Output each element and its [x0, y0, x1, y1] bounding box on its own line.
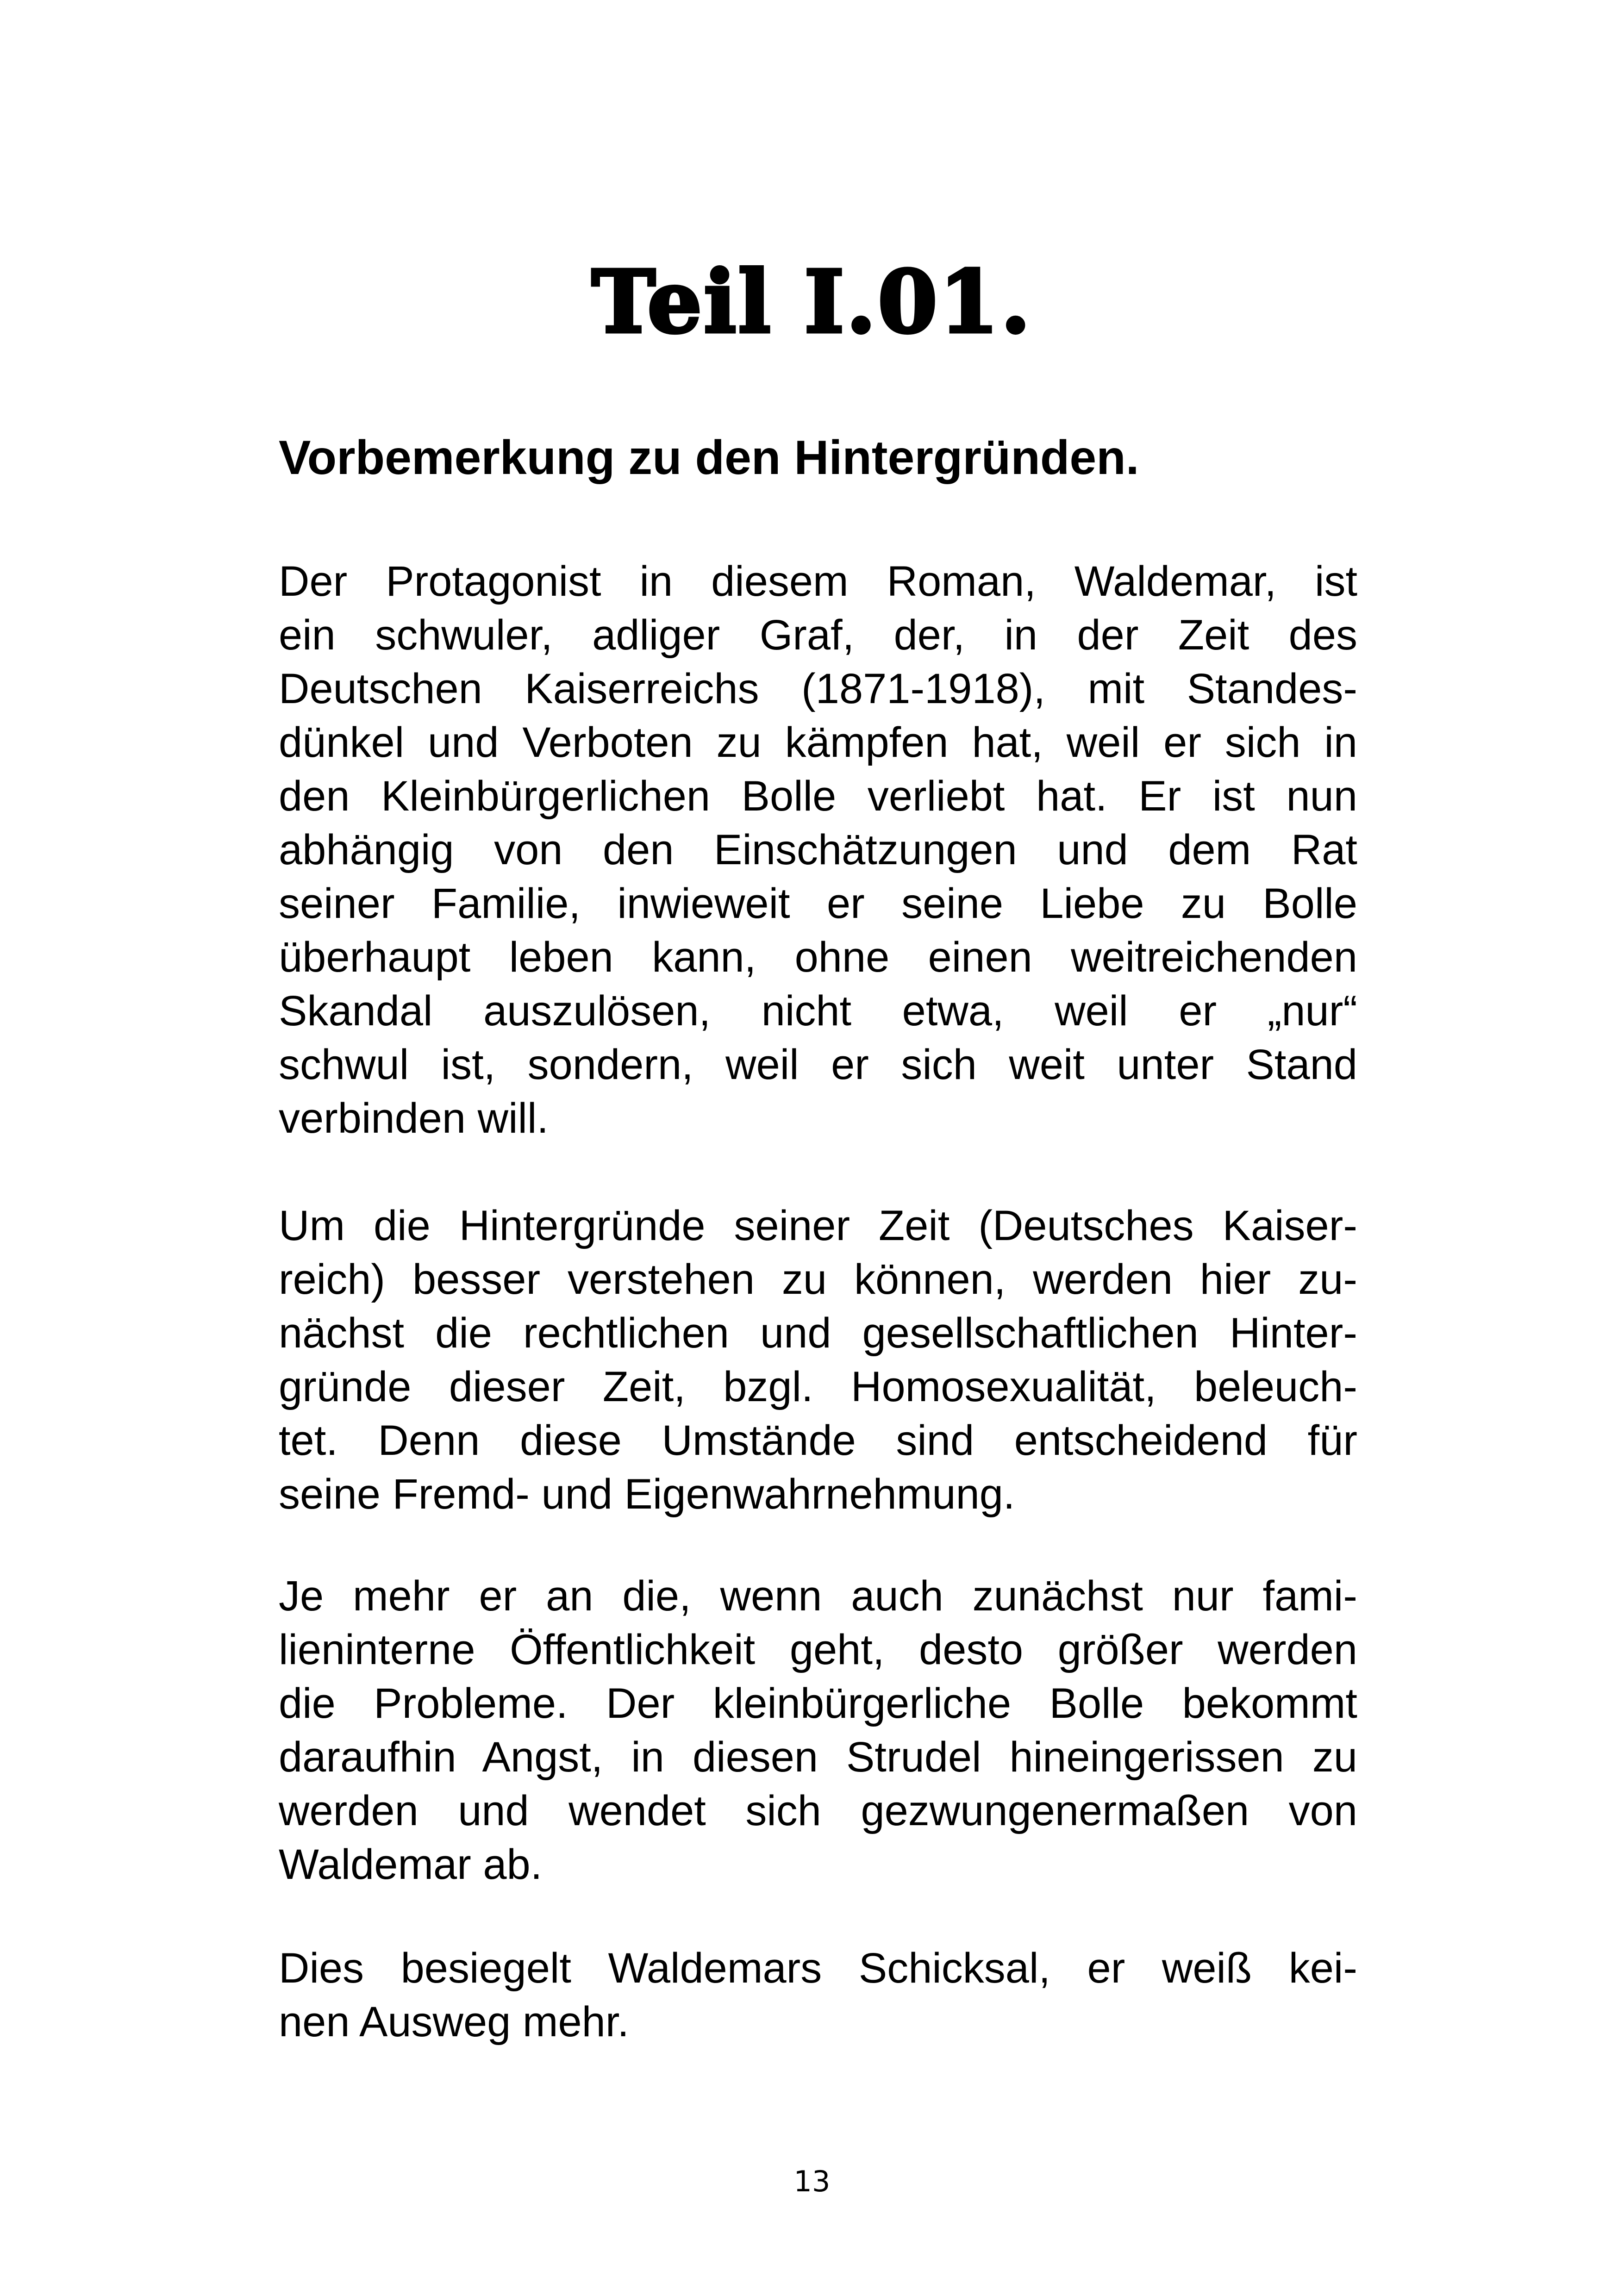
page-number: 13 — [793, 2164, 831, 2198]
text-line: werden und wendet sich gezwungenermaßen von — [279, 1787, 1357, 1834]
text-line: schwul ist, sondern, weil er sich weit unter Stand — [279, 1041, 1357, 1088]
text-line: gründe dieser Zeit, bzgl. Homosexualität, beleuch- — [279, 1363, 1357, 1410]
text-line: ein schwuler, adliger Graf, der, in der Zeit des — [279, 611, 1357, 659]
text-line: daraufhin Angst, in diesen Strudel hineingerissen zu — [279, 1734, 1357, 1781]
text-line: reich) besser verstehen zu können, werden hier zu- — [279, 1256, 1357, 1303]
paragraph-4 — [279, 1941, 1357, 2049]
text-line: seiner Familie, inwieweit er seine Liebe zu Bolle — [279, 880, 1357, 927]
paragraph-2 — [279, 1199, 1357, 1521]
text-line: seine Fremd- und Eigenwahrnehmung. — [279, 1471, 1015, 1518]
text-line: Dies besiegelt Waldemars Schicksal, er weiß kei- — [279, 1945, 1357, 1992]
paragraph-3 — [279, 1569, 1357, 1891]
text-line: lieninterne Öffentlichkeit geht, desto größer werden — [279, 1626, 1357, 1673]
part-title: Teil I.01. — [592, 251, 1032, 352]
text-line: dünkel und Verboten zu kämpfen hat, weil er sich in — [279, 719, 1357, 766]
text-line: nen Ausweg mehr. — [279, 1998, 629, 2046]
text-line: den Kleinbürgerlichen Bolle verliebt hat. Er ist nun — [279, 773, 1357, 820]
text-line: Um die Hintergründe seiner Zeit (Deutsches Kaiser- — [279, 1202, 1357, 1249]
text-line: Je mehr er an die, wenn auch zunächst nur fami- — [279, 1572, 1357, 1620]
text-line: abhängig von den Einschätzungen und dem Rat — [279, 826, 1357, 873]
text-line: nächst die rechtlichen und gesellschaftlichen Hinter- — [279, 1310, 1357, 1357]
text-line: verbinden will. — [279, 1095, 549, 1142]
text-line: die Probleme. Der kleinbürgerliche Bolle bekommt — [279, 1680, 1357, 1727]
text-line: Der Protagonist in diesem Roman, Waldemar, ist — [279, 558, 1357, 605]
paragraph-1 — [279, 555, 1357, 1145]
text-line: Skandal auszulösen, nicht etwa, weil er „nur“ — [279, 987, 1357, 1035]
text-line: überhaupt leben kann, ohne einen weitreichenden — [279, 934, 1357, 981]
text-line: Deutschen Kaiserreichs (1871-1918), mit Standes- — [279, 665, 1357, 712]
text-line: tet. Denn diese Umstände sind entscheidend für — [279, 1417, 1357, 1464]
section-title: Vorbemerkung zu den Hintergründen. — [279, 431, 1139, 485]
text-line: Waldemar ab. — [279, 1841, 543, 1888]
